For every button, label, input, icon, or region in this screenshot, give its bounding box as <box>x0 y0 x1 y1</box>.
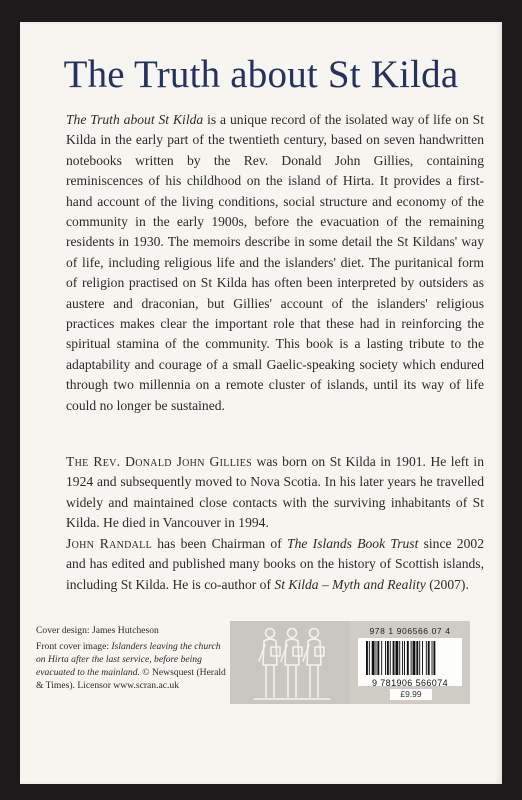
front-cover-caption: Islanders leaving the church on Hirta after the last service, before being evacuated to the mainland. <box>36 641 221 678</box>
barcode-number: 9 781906 566074 <box>371 678 449 688</box>
isbn-number: 978 1 906566 07 4 <box>369 626 451 636</box>
author-name: The Rev. Donald John Gillies <box>66 454 253 469</box>
author-bio-paragraph <box>66 452 484 534</box>
trust-name: The Islands Book Trust <box>287 536 419 551</box>
editor-bio-text-2: since 2002 and has edited and published many books on the history of Scottish islands, including St Kilda. He is co-author of <box>66 536 484 592</box>
barcode <box>358 638 462 686</box>
editor-name: John Randall <box>66 536 152 551</box>
publisher-logo-figures <box>230 621 351 704</box>
front-cover-label: Front cover image: <box>36 641 112 652</box>
price-label: £9.99 <box>390 689 432 700</box>
co-authored-book: St Kilda – Myth and Reality <box>274 576 426 592</box>
editor-bio-paragraph <box>66 534 484 595</box>
barcode-bars <box>358 638 462 678</box>
blurb-book-title: The Truth about St Kilda <box>66 112 204 127</box>
credits-block <box>36 624 226 695</box>
front-cover-licence: © Newsquest (Herald & Times). Licensor www.scran.ac.uk <box>36 667 226 691</box>
editor-bio-text-1: has been Chairman of <box>152 536 288 551</box>
barcode-panel <box>350 621 470 704</box>
front-cover-credit <box>36 640 226 692</box>
cover-design-credit: Cover design: James Hutcheson <box>36 625 159 636</box>
figures-illustration <box>230 621 351 704</box>
blurb-paragraph <box>66 110 484 416</box>
author-bio-text: was born on St Kilda in 1901. He left in 1924 and subsequently moved to Nova Scotia. In his later years he travelled widely and maintained close contacts with the surviving inhabitants of St Kilda. He died in Vancouver in 1994. <box>66 454 485 531</box>
book-title: The Truth about St Kilda <box>63 53 459 96</box>
editor-bio-text-3: (2007). <box>425 576 469 592</box>
back-cover <box>20 22 502 784</box>
blurb-text: is a unique record of the isolated way of life on St Kilda in the early part of the twentieth century, based on seven handwritten notebooks written by the Rev. Donald John Gillies, containing reminiscences of his childhood on the island of Hirta. It provides a first-hand account of the living conditions, social structure and economy of the community in the early 1900s, before the evacuation of the remaining residents in 1930. The memoirs describe in some detail the St Kildans' way of life, including religious life and the islanders' diet. The puritanical form of religion practised on St Kilda has often been interpreted by outsiders as austere and draconian, but Gillies' account of the islanders' religious practices makes clear the important role that these had in reinforcing the spiritual stamina of the community. This book is a lasting tribute to the adaptability and courage of a small Gaelic-speaking society which endured through two millennia on a remote cluster of islands, until its way of life could no longer be sustained. <box>66 112 484 413</box>
